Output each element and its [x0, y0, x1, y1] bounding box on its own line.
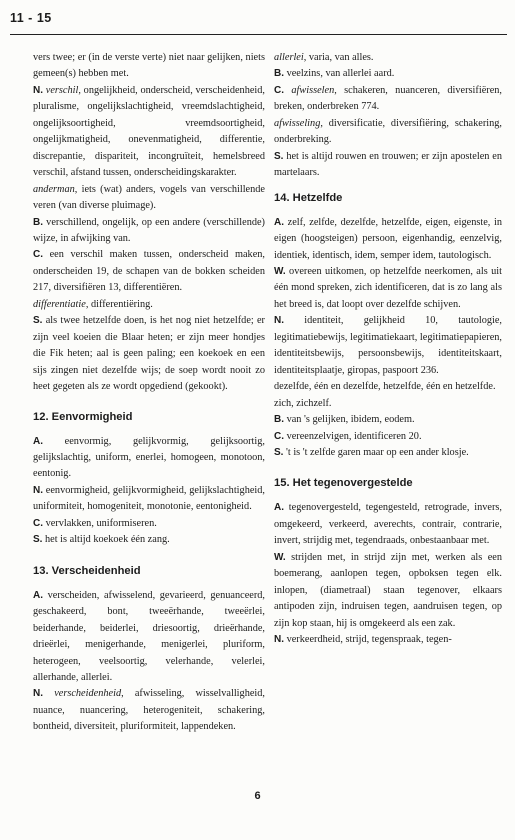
entry-text: het is altijd rouwen en trouwen; er zijn apostelen en martelaars.	[274, 150, 502, 179]
section-heading-14: 14. Hetzelfde	[274, 191, 343, 204]
entry-text: strijden met, in strijd zijn met, werken als een boemerang, aanlopen tegen, opboksen tegen elk. inlopen, (diametraal) staan tegenover, elkaars antipoden zijn, indruisen tegen, aandruisen tegen, op zijn kop staan, hij is omgekeerd als een zak.	[274, 551, 502, 629]
entry-text: het is altijd koekoek één zang.	[45, 534, 170, 546]
entry-text: vervlakken, uniformiseren.	[45, 517, 157, 529]
entry-text: eenvormig, gelijkvormig, gelijksoortig, gelijkslachtig, uniform, enerlei, homogeen, monotoon, eentonig.	[33, 435, 265, 480]
entry-headword: differentiatie	[33, 298, 86, 310]
entry-category-marker: N.	[33, 484, 43, 496]
entry-text: van 's gelijken, ibidem, eodem.	[286, 414, 415, 426]
entry-text: tegenovergesteld, tegengesteld, retrograde, invers, omgekeerd, verkeerd, averechts, contrair, contrarie, invert, strijdig met, tegendraads, onbestaanbaar met.	[274, 502, 502, 547]
entry-category-marker: S.	[274, 446, 284, 458]
entry-text: vereenzelvigen, identificeren 20.	[286, 430, 422, 442]
entry-text: als twee hetzelfde doen, is het nog niet hetzelfde; er zijn veel koeien die Blaar heten; er zijn meer hondjes die Fik heten; aal is geen paling; een koekoek en een sijs zingen niet dezelfde wijs; de soep wordt nooit zo heet gegeten als ze wordt opgediend (gekookt).	[33, 315, 265, 393]
entry-paragraph	[33, 50, 265, 83]
entry-headword: verschil	[45, 84, 79, 96]
entry-paragraph	[33, 532, 265, 548]
entry-paragraph	[274, 550, 502, 632]
entry-headword: allerlei	[274, 52, 304, 63]
entry-text: zich, zichzelf.	[274, 397, 332, 409]
entry-text: verschillend, ongelijk, op een andere (verschillende) wijze, in afwijking van.	[33, 216, 265, 244]
section-15-entries	[274, 500, 502, 648]
entry-category-marker: N.	[33, 84, 43, 96]
entry-paragraph	[33, 313, 265, 395]
entry-text: eenvormigheid, gelijkvormigheid, gelijkslachtigheid, uniformiteit, homogeniteit, monotonie, eentonigheid.	[33, 484, 265, 513]
entry-paragraph	[274, 429, 502, 445]
entry-headword: verscheidenheid	[54, 688, 122, 700]
entry-category-marker: N.	[274, 634, 284, 646]
entry-text: veelzins, van allerlei aard.	[286, 68, 395, 80]
entry-paragraph	[274, 412, 502, 428]
entry-paragraph	[274, 116, 502, 149]
entry-headword: afwisselen	[291, 84, 335, 96]
entry-paragraph	[274, 66, 502, 82]
entry-paragraph	[274, 215, 502, 264]
entry-paragraph	[274, 632, 502, 648]
entry-text: verkeerdheid, strijd, tegenspraak, tegen-	[286, 634, 452, 646]
entry-category-marker: W.	[274, 551, 286, 563]
entry-category-marker: A.	[33, 589, 43, 601]
entry-category-marker: S.	[274, 150, 284, 162]
section-13-entries	[33, 588, 265, 736]
entry-paragraph	[274, 264, 502, 313]
entry-text: een verschil maken tussen, onderscheid maken, onderscheiden 19, de schapen van de bokken scheiden 217, diversifiëren 13, differentiëren.	[33, 249, 266, 294]
entry-category-marker: B.	[274, 68, 284, 80]
entry-paragraph	[33, 247, 265, 296]
entry-paragraph	[33, 686, 265, 735]
entry-text: verscheiden, afwisselend, gevarieerd, genuanceerd, geschakeerd, bont, tweeërhande, tweeërlei, beiderhande, beiderlei, driesoortig, drieërhande, drieërlei, menigerhande, menigerlei, pluriform, heterogeen, veelsoortig, velerhande, velerlei, allerhande, allerlei.	[33, 589, 265, 683]
entry-text: dezelfde, één en dezelfde, hetzelfde, één en hetzelfde.	[274, 381, 496, 393]
entry-paragraph	[274, 396, 502, 412]
entry-paragraph	[33, 297, 265, 313]
entry-paragraph	[274, 379, 502, 395]
entry-category-marker: S.	[33, 315, 43, 327]
entry-paragraph	[33, 182, 265, 215]
entry-category-marker: A.	[274, 502, 284, 514]
entry-text: , ongelijkheid, onderscheid, verscheidenheid, pluralisme, ongelijkslachtigheid, vreemdslachtigheid, ongelijksoortigheid, vreemdsoortigheid, ongelijkmatigheid, onevenmatigheid, differentie, discrepantie, dispariteit, incongruïteit, hemelsbreed verschil, afstand tussen, onderscheidingskarakter.	[33, 84, 265, 179]
entry-category-marker: C.	[274, 84, 284, 96]
entry-range: 11 - 15	[10, 11, 52, 25]
entry-category-marker: C.	[33, 517, 43, 529]
continuation-entries	[33, 50, 265, 396]
entry-category-marker: A.	[274, 216, 284, 228]
left-column	[33, 50, 265, 736]
section-14-entries	[274, 215, 502, 462]
entry-paragraph	[274, 445, 502, 461]
entry-headword: afwisseling	[274, 117, 321, 129]
entry-paragraph	[33, 215, 265, 248]
running-header	[10, 10, 507, 35]
entry-paragraph	[274, 83, 502, 116]
entry-paragraph	[33, 434, 265, 483]
entry-text: , afwisseling, wisselvalligheid, nuance, nuancering, heterogeniteit, schakering, bontheid, diversiteit, pluriformiteit, lappendeken.	[33, 688, 265, 733]
entry-paragraph	[274, 500, 502, 549]
entry-category-marker: N.	[33, 688, 43, 700]
section-heading-13: 13. Verscheidenheid	[33, 564, 141, 577]
entry-category-marker: N.	[274, 315, 284, 327]
entry-text: , differentiëring.	[85, 298, 153, 310]
entry-text: , schakeren, nuanceren, diversifiëren, breken, onderbreken 774.	[274, 84, 502, 113]
entry-category-marker: B.	[33, 216, 43, 228]
entry-paragraph	[33, 483, 265, 516]
entry-paragraph	[274, 313, 502, 379]
entry-text: identiteit, gelijkheid 10, tautologie, legitimatiebewijs, legitimatiekaart, legitimatiepapieren, identiteitsbewijs, persoonsbewijs, identiteitskaart, identiteitsplaatje, giropas, paspoort 236.	[274, 315, 503, 376]
right-column	[274, 50, 502, 649]
entry-category-marker: B.	[274, 414, 284, 426]
section-12-entries	[33, 434, 265, 549]
entry-text: , iets (wat) anders, vogels van verschillende veren (van diverse pluimage).	[33, 183, 265, 212]
entry-paragraph	[33, 516, 265, 532]
continuation-entries	[274, 50, 502, 182]
page-number: 6	[254, 790, 261, 802]
entry-category-marker: A.	[33, 435, 43, 447]
entry-text: 't is 't zelfde garen maar op een ander klosje.	[286, 446, 469, 458]
entry-paragraph	[33, 83, 265, 182]
entry-text: , diversificatie, diversifiëring, schakering, onderbreking.	[274, 117, 502, 146]
entry-headword: anderman	[33, 183, 75, 195]
entry-paragraph	[274, 149, 502, 182]
entry-text: overeen uitkomen, op hetzelfde neerkomen, als uit één mond spreken, zich identificeren, dat is zo lang als het breed is, dat loopt over dezelfde schijven.	[274, 265, 502, 310]
entry-text: vers twee; er (in de verste verte) niet naar gelijken, niets gemeen(s) hebben met.	[33, 52, 265, 80]
entry-category-marker: W.	[274, 265, 286, 277]
entry-category-marker: S.	[33, 534, 43, 546]
entry-category-marker: C.	[33, 249, 43, 261]
entry-paragraph	[33, 588, 265, 687]
entry-text: , varia, van alles.	[303, 52, 374, 63]
entry-category-marker: C.	[274, 430, 284, 442]
entry-text: zelf, zelfde, dezelfde, hetzelfde, eigen, eigenste, in eigen (hoogsteigen) persoon, eigenhandig, eenzelvig, identiek, identisch, idem, semper idem, tautologisch.	[274, 216, 502, 261]
section-heading-15: 15. Het tegenovergestelde	[274, 477, 413, 490]
entry-paragraph	[274, 50, 502, 66]
section-heading-12: 12. Eenvormigheid	[33, 410, 133, 423]
